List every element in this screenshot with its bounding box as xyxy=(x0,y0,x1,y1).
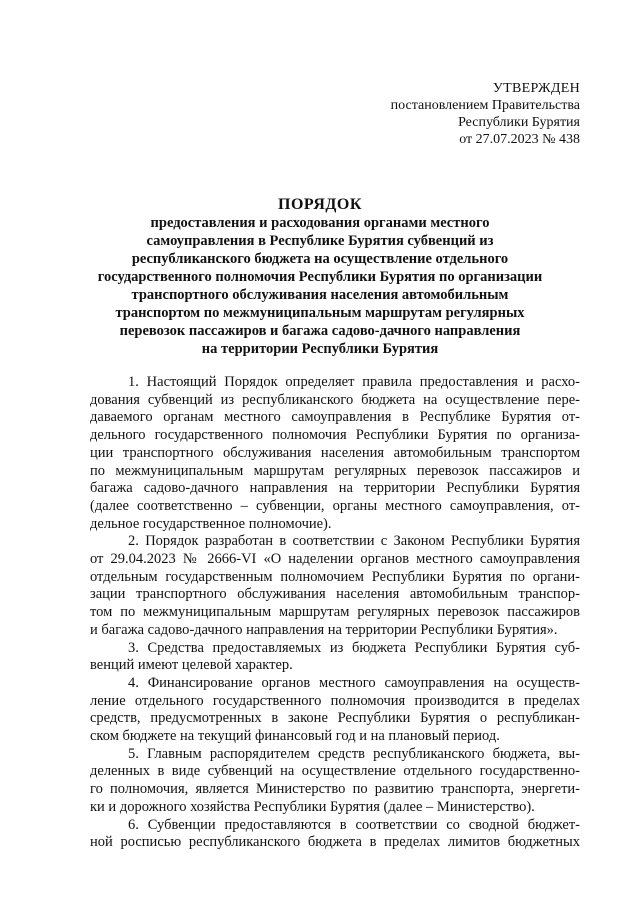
paragraph-1 xyxy=(90,374,580,533)
paragraph-line: 6. Субвенции предоставляются в соответствии со сводной бюджет- xyxy=(128,816,580,833)
paragraph-line: дельного государственного полномочия Республики Бурятия по организа- xyxy=(90,427,580,444)
paragraph-line: 1. Настоящий Порядок определяет правила предоставления и расхо- xyxy=(128,374,580,390)
subtitle-line: республиканского бюджета на осуществление отдельного xyxy=(131,251,509,267)
paragraph-line: багажа садово-дачного направления на территории Республики Бурятия xyxy=(90,480,580,497)
paragraph-line: даваемого органам местного самоуправления в Республике Бурятия от- xyxy=(90,409,580,426)
paragraph-line: дования субвенций из республиканского бюджета на осуществление пере- xyxy=(90,391,580,408)
paragraph-line: деленных в виде субвенций на осуществление отдельного государственно- xyxy=(90,763,580,780)
paragraph-line: средств, предусмотренных в законе Республики Бурятия о республикан- xyxy=(90,710,580,727)
paragraph-4 xyxy=(90,675,580,746)
paragraph-line: 5. Главным распорядителем средств республиканского бюджета, вы- xyxy=(128,745,580,762)
paragraph-6 xyxy=(90,817,580,852)
paragraph-2 xyxy=(90,533,580,639)
subtitle-line: государственного полномочия Республики Бурятия по организации xyxy=(97,269,543,285)
approval-line-1: постановлением Правительства xyxy=(390,98,580,113)
paragraph-line: (далее соответственно – субвенции, органы местного самоуправления, от- xyxy=(90,497,580,514)
paragraph-line: том по межмуниципальным маршрутам регулярных перевозок пассажиров xyxy=(90,604,580,621)
paragraph-5 xyxy=(90,746,580,817)
subtitle-line: перевозок пассажиров и багажа садово-дачного направления xyxy=(119,323,521,339)
subtitle-line: самоуправления в Республике Бурятия субвенций из xyxy=(146,233,494,249)
paragraph-line: от 29.04.2023 № 2666-VI «О наделении органов местного самоуправления xyxy=(90,551,580,568)
paragraph-line: отдельным государственным полномочием Республики Бурятия по органи- xyxy=(90,568,580,585)
paragraph-line: ной росписью республиканского бюджета в пределах лимитов бюджетных xyxy=(90,834,580,851)
paragraph-line: 2. Порядок разработан в соответствии с Законом Республики Бурятия xyxy=(128,533,580,550)
approval-line-3: от 27.07.2023 № 438 xyxy=(459,132,580,147)
paragraph-line: 4. Финансирование органов местного самоуправления на осуществ- xyxy=(128,674,580,691)
approval-line-2: Республики Бурятия xyxy=(458,115,580,130)
title-block xyxy=(70,196,570,358)
paragraph-line: по межмуниципальным маршрутам регулярных перевозок пассажиров и xyxy=(90,462,580,479)
paragraph-line: ление отдельного государственного полномочия производится в пределах xyxy=(90,692,580,709)
subtitle-line: на территории Республики Бурятия xyxy=(201,341,439,357)
paragraph-line: дельное государственное полномочие). xyxy=(90,515,332,532)
subtitle-line: транспортом по межмуниципальным маршрутам регулярных xyxy=(115,305,525,321)
subtitle-line: предоставления и расходования органами местного xyxy=(150,215,490,231)
paragraph-line: венций имеют целевой характер. xyxy=(90,657,293,674)
paragraph-3 xyxy=(90,640,580,675)
paragraph-line: го полномочия, является Министерство по развитию транспорта, энергети- xyxy=(90,781,580,798)
paragraph-line: ском бюджете на текущий финансовый год и на плановый период. xyxy=(90,728,500,745)
approval-stamp xyxy=(380,80,580,148)
paragraph-line: и багажа садово-дачного направления на территории Республики Бурятия». xyxy=(90,621,558,638)
document-subtitle xyxy=(70,214,570,358)
approval-heading: УТВЕРЖДЕН xyxy=(492,81,580,96)
document-body xyxy=(90,374,580,852)
paragraph-line: ции транспортного обслуживания населения автомобильным транспортом xyxy=(90,444,580,461)
document-title: ПОРЯДОК xyxy=(278,196,362,213)
paragraph-line: зации транспортного обслуживания населения автомобильным транспор- xyxy=(90,586,580,603)
subtitle-line: транспортного обслуживания населения автомобильным xyxy=(131,287,509,303)
paragraph-line: ки и дорожного хозяйства Республики Бурятия (далее – Министерство). xyxy=(90,798,535,815)
paragraph-line: 3. Средства предоставляемых из бюджета Республики Бурятия суб- xyxy=(128,639,580,656)
